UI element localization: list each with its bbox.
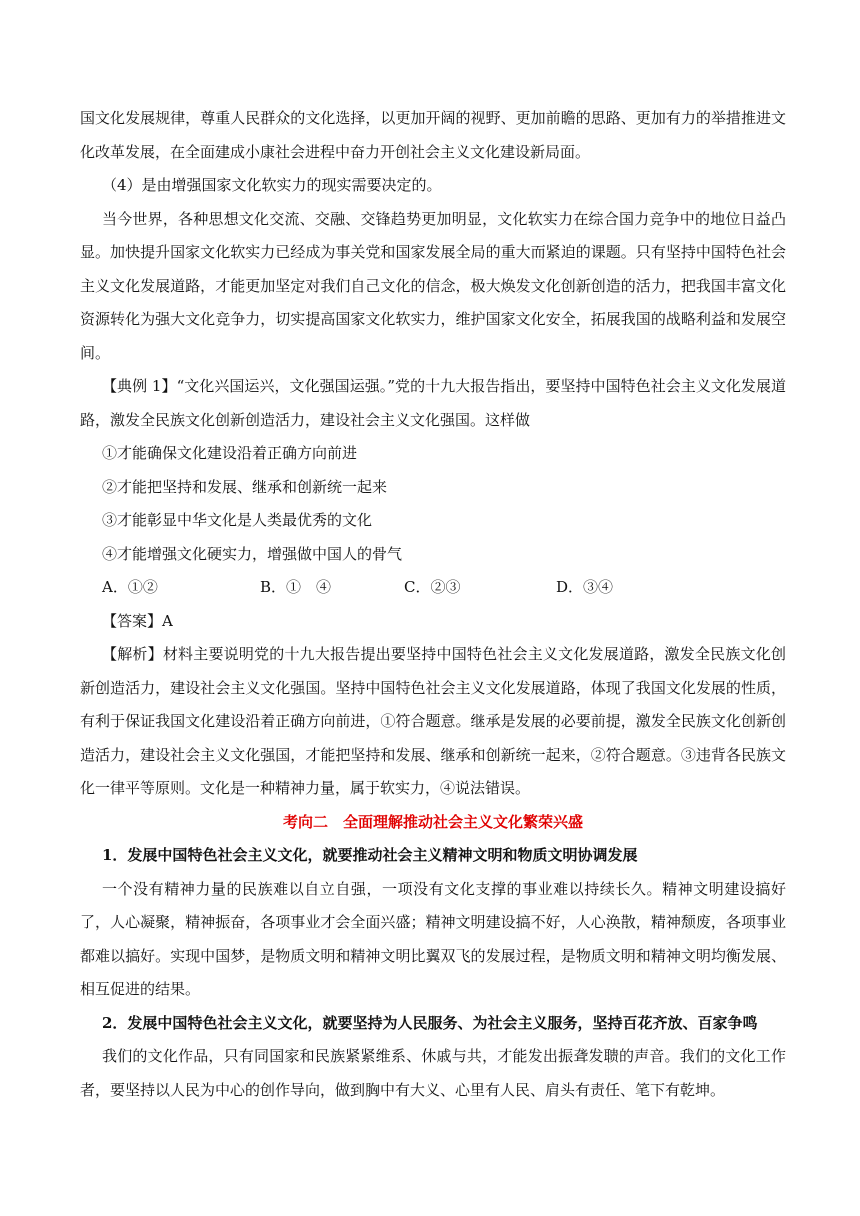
item-2-body: 我们的文化作品，只有同国家和民族紧紧维系、休戚与共，才能发出振聋发聩的声音。我们的文化工作者，要坚持以人民为中心的创作导向，做到胸中有大义、心里有人民、肩头有责任、笔下有乾坤。 [80,1047,786,1099]
example-question [80,370,786,437]
answer-line: 【答案】A [102,611,173,630]
option-c: C．②③ [404,578,461,596]
statement-3: ③才能彰显中华文化是人类最优秀的文化 [102,511,373,529]
document-page [80,102,786,1107]
answer-options [80,571,786,605]
option-b: B．① ④ [260,578,332,596]
analysis-label: 【解析】 [102,645,163,663]
item-1-body: 一个没有精神力量的民族难以自立自强，一项没有文化支撑的事业难以持续长久。精神文明建设搞好了，人心凝聚，精神振奋，各项事业才会全面兴盛；精神文明建设搞不好，人心涣散，精神颓废，各项事业都难以搞好。实现中国梦，是物质文明和精神文明比翼双飞的发展过程，是物质文明和精神文明均衡发展、相互促进的结果。 [80,879,786,998]
analysis-text: 材料主要说明党的十九大报告提出要坚持中国特色社会主义文化发展道路，激发全民族文化创新创造活力，建设社会主义文化强国。坚持中国特色社会主义文化发展道路，体现了我国文化发展的性质，有利于保证我国文化建设沿着正确方向前进，①符合题意。继承是发展的必要前提，激发全民族文化创新创造活力，建设社会主义文化强国，才能把坚持和发展、继承和创新统一起来，②符合题意。③违背各民族文化一律平等原则。文化是一种精神力量，属于软实力，④说法错误。 [80,645,786,797]
option-a: A．①② [102,578,158,596]
statement-2: ②才能把坚持和发展、继承和创新统一起来 [102,477,388,496]
statement-4: ④才能增强文化硬实力，增强做中国人的骨气 [102,544,403,563]
point-4-title: （4）是由增强国家文化软实力的现实需要决定的。 [102,176,442,194]
analysis-paragraph [80,638,786,806]
intro-continuation-paragraph: 国文化发展规律，尊重人民群众的文化选择，以更加开阔的视野、更加前瞻的思路、更加有力的举措推进文化改革发展，在全面建成小康社会进程中奋力开创社会主义文化建设新局面。 [80,109,786,161]
example-question-text: “文化兴国运兴，文化强国运强。”党的十九大报告指出，要坚持中国特色社会主义文化发展道路，激发全民族文化创新创造活力，建设社会主义文化强国。这样做 [80,377,787,429]
section-heading: 考向二 全面理解推动社会主义文化繁荣兴盛 [282,812,583,831]
example-label: 【典例 1】 [102,377,177,395]
point-4-body: 当今世界，各种思想文化交流、交融、交锋趋势更加明显，文化软实力在综合国力竞争中的地位日益凸显。加快提升国家文化软实力已经成为事关党和国家发展全局的重大而紧迫的课题。只有坚持中国特色社会主义文化发展道路，才能更加坚定对我们自己文化的信念，极大焕发文化创新创造的活力，把我国丰富文化资源转化为强大文化竞争力，切实提高国家文化软实力，维护国家文化安全，拓展我国的战略利益和发展空间。 [80,209,786,362]
item-2-title: 2．发展中国特色社会主义文化，就要坚持为人民服务、为社会主义服务，坚持百花齐放、百家争鸣 [102,1013,758,1032]
statement-1: ①才能确保文化建设沿着正确方向前进 [102,444,358,462]
item-1-title: 1．发展中国特色社会主义文化，就要推动社会主义精神文明和物质文明协调发展 [102,846,638,864]
option-d: D．③④ [556,578,614,596]
